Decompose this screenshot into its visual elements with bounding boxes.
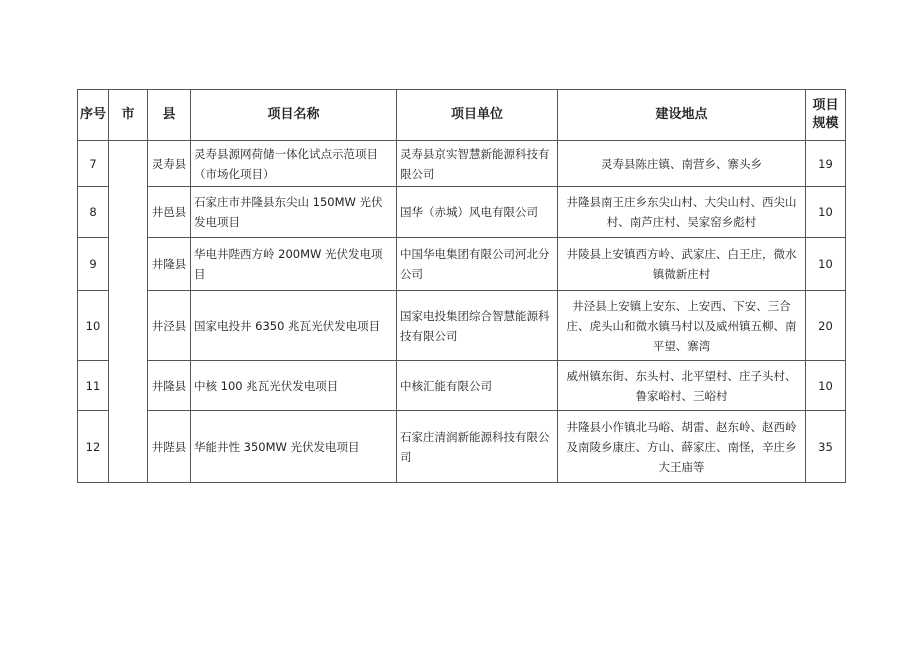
cell-unit: 国家电投集团综合智慧能源科技有限公司 <box>397 291 558 361</box>
cell-project-name: 华能井性 350MW 光伏发电项目 <box>191 411 397 483</box>
table-row <box>78 411 846 483</box>
header-city: 市 <box>109 90 148 141</box>
cell-county: 井隆县 <box>148 238 191 291</box>
cell-seq: 10 <box>78 291 109 361</box>
cell-location: 井陵县上安镇西方岭、武家庄、白王庄，微水镇微新庄村 <box>558 238 806 291</box>
cell-unit: 石家庄清润新能源科技有限公司 <box>397 411 558 483</box>
cell-county: 井邑县 <box>148 187 191 238</box>
table-row <box>78 361 846 411</box>
cell-seq: 12 <box>78 411 109 483</box>
header-scale: 项目规模 <box>806 90 846 141</box>
header-row <box>78 90 846 141</box>
cell-seq: 7 <box>78 141 109 187</box>
cell-county: 井隆县 <box>148 361 191 411</box>
cell-scale: 20 <box>806 291 846 361</box>
cell-scale: 10 <box>806 361 846 411</box>
cell-project-name: 石家庄市井隆县东尖山 150MW 光伏发电项目 <box>191 187 397 238</box>
header-unit: 项目单位 <box>397 90 558 141</box>
cell-project-name: 国家电投井 6350 兆瓦光伏发电项目 <box>191 291 397 361</box>
cell-project-name: 中核 100 兆瓦光伏发电项目 <box>191 361 397 411</box>
table-row <box>78 291 846 361</box>
table-row <box>78 141 846 187</box>
cell-location: 井隆县小作镇北马峪、胡雷、赵东岭、赵西岭及南陵乡康庄、方山、薛家庄、南怪，辛庄乡大王庙等 <box>558 411 806 483</box>
cell-scale: 19 <box>806 141 846 187</box>
cell-location: 井隆县南王庄乡东尖山村、大尖山村、西尖山村、南芦庄村、吴家窑乡彪村 <box>558 187 806 238</box>
cell-location: 威州镇东街、东头村、北平望村、庄子头村、鲁家峪村、三峪村 <box>558 361 806 411</box>
cell-location: 灵寿县陈庄镇、南营乡、寨头乡 <box>558 141 806 187</box>
header-county: 县 <box>148 90 191 141</box>
header-project-name: 项目名称 <box>191 90 397 141</box>
cell-seq: 8 <box>78 187 109 238</box>
cell-project-name: 灵寿县源网荷储一体化试点示范项目（市场化项目） <box>191 141 397 187</box>
cell-unit: 国华（赤城）风电有限公司 <box>397 187 558 238</box>
cell-unit: 灵寿县京实智慧新能源科技有限公司 <box>397 141 558 187</box>
cell-unit: 中核汇能有限公司 <box>397 361 558 411</box>
cell-unit: 中国华电集团有限公司河北分公司 <box>397 238 558 291</box>
project-table <box>77 89 846 483</box>
cell-seq: 11 <box>78 361 109 411</box>
cell-scale: 35 <box>806 411 846 483</box>
cell-county: 灵寿县 <box>148 141 191 187</box>
cell-location: 井泾县上安镇上安东、上安西、下安、三合庄、虎头山和微水镇马村以及威州镇五柳、南平望、寨湾 <box>558 291 806 361</box>
cell-county: 井泾县 <box>148 291 191 361</box>
cell-county: 井陛县 <box>148 411 191 483</box>
table-row <box>78 187 846 238</box>
table-row <box>78 238 846 291</box>
cell-scale: 10 <box>806 238 846 291</box>
cell-seq: 9 <box>78 238 109 291</box>
cell-project-name: 华电井陛西方岭 200MW 光伏发电项目 <box>191 238 397 291</box>
cell-scale: 10 <box>806 187 846 238</box>
header-seq: 序号 <box>78 90 109 141</box>
cell-city <box>109 141 148 483</box>
header-location: 建设地点 <box>558 90 806 141</box>
